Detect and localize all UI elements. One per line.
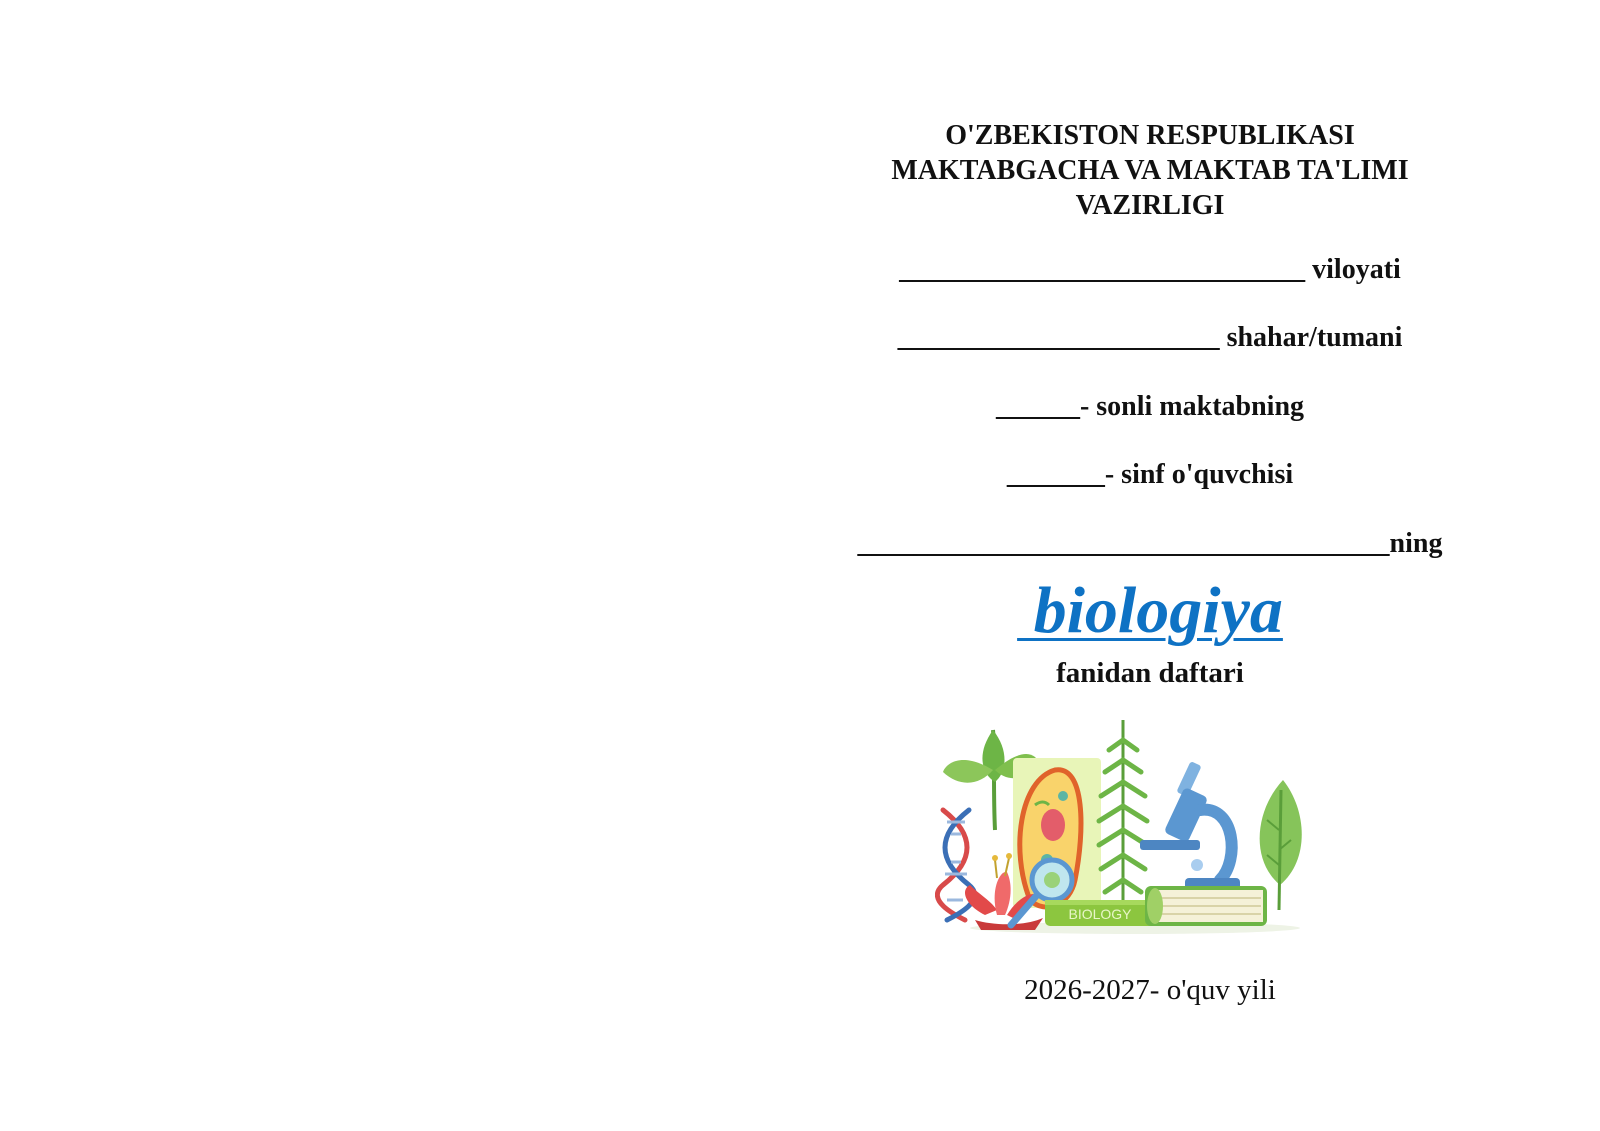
ministry-header: [820, 118, 1480, 223]
ministry-line-3: VAZIRLIGI: [1075, 190, 1225, 221]
microscope-icon: [1140, 761, 1240, 890]
ministry-line-2: MAKTABGACHA VA MAKTAB TA'LIMI: [891, 155, 1409, 186]
district-field: _______________________ shahar/tumani: [897, 322, 1403, 353]
subject-suffix: fanidan daftari: [1056, 657, 1244, 689]
dna-helix-icon: [937, 810, 974, 920]
subject-name: biologiya: [1017, 574, 1283, 647]
ministry-line-1: O'ZBEKISTON RESPUBLIKASI: [945, 120, 1355, 151]
cover-right-half: [820, 118, 1480, 1006]
fern-icon: [1099, 720, 1147, 910]
class-field: _______- sinf o'quvchisi: [1006, 459, 1294, 490]
region-field: _____________________________ viloyati: [899, 254, 1401, 285]
biology-illustration: [935, 710, 1315, 940]
book-label: BIOLOGY: [1068, 906, 1132, 922]
subject-title: [820, 574, 1480, 647]
student-name-field: ______________________________________ning: [857, 528, 1443, 559]
academic-year: 2026-2027- o'quv yili: [1024, 974, 1276, 1006]
school-field: ______- sonli maktabning: [995, 391, 1305, 422]
